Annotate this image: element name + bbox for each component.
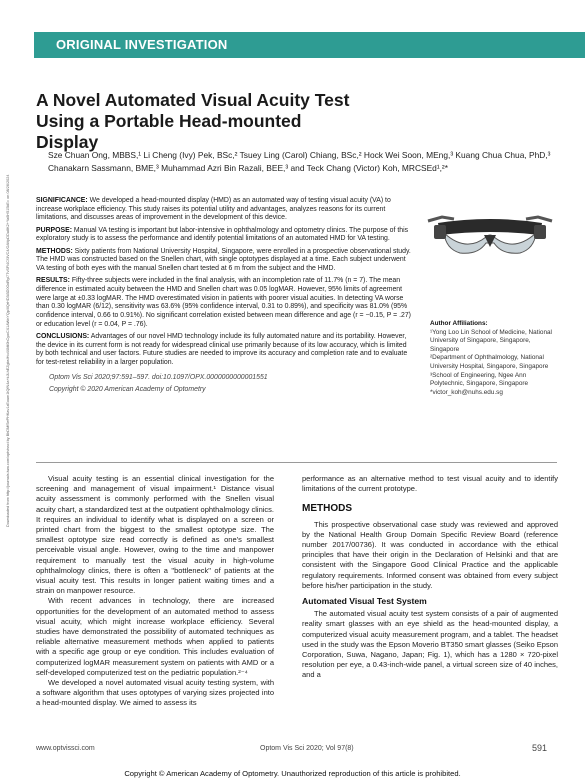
abstract-results: RESULTS: Fifty-three subjects were included in the final analysis, with an incompletion rate of 11.7% (n = 7). The mean difference in estimated acuity between the HMD and Snellen chart was 0.05 logMAR. However, 95% limits of agreement were large at ±0.33 logMAR. The HMD overestimated vision in patients with poorer visual acuities. In detecting VA worse than 0.30 logMAR (6/12), sensitivity was 63.6% (95% confidence interval, 0.31 to 0.89%), and specificity was 81.0% (95% confidence interval, 0.66 to 0.91%). No significant correlation existed between mean difference and age (r = −0.15, P = .27) or education level (r = 0.04, P = .76). [36, 277, 411, 328]
affiliation-item: ¹Yong Loo Lin School of Medicine, National University of Singapore, Singapore, Singapore [430, 328, 552, 353]
footer-website[interactable]: www.optvissci.com [36, 745, 95, 752]
body-paragraph: performance as an alternative method to test visual acuity and to identify limitations of the current prototype. [302, 474, 558, 494]
citation: Optom Vis Sci 2020;97:591–597. doi:10.1097/OPX.0000000000001551 [49, 373, 268, 381]
download-side-note [1, 174, 11, 530]
abstract-copyright: Copyright © 2020 American Academy of Optometry [49, 385, 206, 393]
affiliations-heading: Author Affiliations: [430, 320, 488, 327]
body-column-right [302, 474, 558, 681]
body-paragraph: With recent advances in technology, there are increased opportunities for the development of an automated method to assess visual acuity, which might increase workplace efficiency. Several studies have demonstrated the possibility of automated techniques as reliable alternative measurement methods when applied to patients with a specific age group or eye condition. This includes evaluation of computerized logMAR measurement system on patients with AMD or a self-developed computerized test on the pediatric population.²⁻⁴ [36, 596, 274, 677]
abstract-purpose: PURPOSE: Manual VA testing is important but labor-intensive in ophthalmology and optometry clinics. The purpose of this exploratory study is to assess the performance and identify potential limitations of an automated HMD for VA testing. [36, 226, 409, 243]
section-banner [34, 32, 585, 58]
banner-label: ORIGINAL INVESTIGATION [56, 37, 228, 52]
abstract [36, 197, 414, 398]
methods-heading: METHODS [302, 503, 352, 515]
corresponding-email[interactable]: *victor_koh@nuhs.edu.sg [430, 388, 503, 396]
divider [36, 462, 557, 463]
body-paragraph: This prospective observational case study was reviewed and approved by the National Health Group Domain Specific Review Board (reference number 2017/00736). It was conducted in accordance with the ethical principles that have their origin in the Declaration of Helsinki and that are consistent with the Singapore Good Clinical Practice and the applicable regulatory requirements. Informed consent was obtained from every subject before his/her participation in the study. [302, 519, 558, 590]
page-number: 591 [532, 743, 548, 753]
abstract-conclusions: CONCLUSIONS: Advantages of our novel HMD technology include its fully automated nature and its portability. However, the device in its current form is not ready for widespread clinical use primarily because of its low accuracy, which is limited by both technical and user factors. Future studies are needed to improve its accuracy and completion rate and to evaluate for test-retest reliability in a larger population. [36, 332, 408, 366]
side-note-text: Downloaded from http://journals.lww.com/optvissci by BhDMf5ePHKav1zEoum1tQfN4a+kJLhEZgbsIHo4XMi0hCywCX1AWnYQp/IlQrHD3i3D0OdRyi7TvSFl4Cf3VC4/OAVpDDa8K2+Ya6H515kE= on 08/26/2024 [6, 174, 10, 527]
head-mounted-display-image [424, 205, 556, 269]
subsection-heading: Automated Visual Test System [302, 596, 427, 607]
author-affiliations [430, 320, 555, 397]
body-column-left [36, 474, 274, 709]
footer-journal: Optom Vis Sci 2020; Vol 97(8) [260, 745, 354, 752]
bottom-copyright: Copyright © American Academy of Optometry. Unauthorized reproduction of this article is prohibited. [124, 769, 461, 778]
abstract-methods: METHODS: Sixty patients from National University Hospital, Singapore, were enrolled in a prospective observational study. The HMD was constructed based on the Snellen chart, with single optotypes displayed at a time. Each subject underwent VA testing of both eyes with the manual Snellen chart tested at 6 m from the subject and the HMD. [36, 247, 411, 272]
article-title: A Novel Automated Visual Acuity Test Using a Portable Head-mounted Display [36, 90, 350, 152]
affiliation-item: ²Department of Ophthalmology, National University Hospital, Singapore, Singapore [430, 354, 549, 370]
author-list: Sze Chuan Ong, MBBS,¹ Li Cheng (Ivy) Pek, BSc,² Tsuey Ling (Carol) Chiang, BSc,² Hock Wei Soon, MEng,³ Kuang Chua Chua, PhD,³ Chanakarn Sassmann, BME,³ Muhammad Azri Bin Razali, BEE,³ and Teck Chang (Victor) Koh, MRCSEd¹,²* [48, 150, 551, 173]
affiliation-item: ³School of Engineering, Ngee Ann Polytechnic, Singapore, Singapore [430, 371, 529, 388]
abstract-significance: SIGNIFICANCE: We developed a head-mounted display (HMD) as an automated way of testing visual acuity (VA) to increase workplace efficiency. This study raises its potential utility and advantages, analyzes reasons for its current limitations, and discusses areas of improvement in the development of this device. [36, 197, 391, 222]
body-paragraph: We developed a novel automated visual acuity testing system, with a software algorithm that uses optotypes of varying sizes projected into a head-mounted display. We aimed to assess its [36, 678, 274, 708]
body-paragraph: The automated visual acuity test system consists of a pair of augmented reality smart glasses with an eye shield as the head-mounted display, a computerized visual acuity measurement program, and a tablet. The headset used in the study was the Epson Moverio BT350 smart glasses (Seiko Epson Corporation, Suwa, Nagano, Japan; Fig. 1), which has a 1280 × 720-pixel resolution per eye, a 0.43-inch-wide panel, a virtual screen size of 40 inches, and a [302, 609, 558, 680]
body-paragraph: Visual acuity testing is an essential clinical investigation for the screening and management of visual impairment.¹ Distance visual acuity assessment is commonly performed with the Snellen visual acuity chart, a standardized test at the outpatient ophthalmology clinics. It requires an individual to identify what is displayed on a screen or printed chart from the biggest to the smallest optotype size. The smallest optotype size read correctly is defined as one's smallest perceivable visual angle. However, owing to the time and manpower requirement to manually test the visual acuity in high-volume ophthalmology clinics, there is often a "bottleneck" of patients at the visual acuity test. This results in longer patient waiting times and a strain on manpower resource. [36, 474, 274, 596]
